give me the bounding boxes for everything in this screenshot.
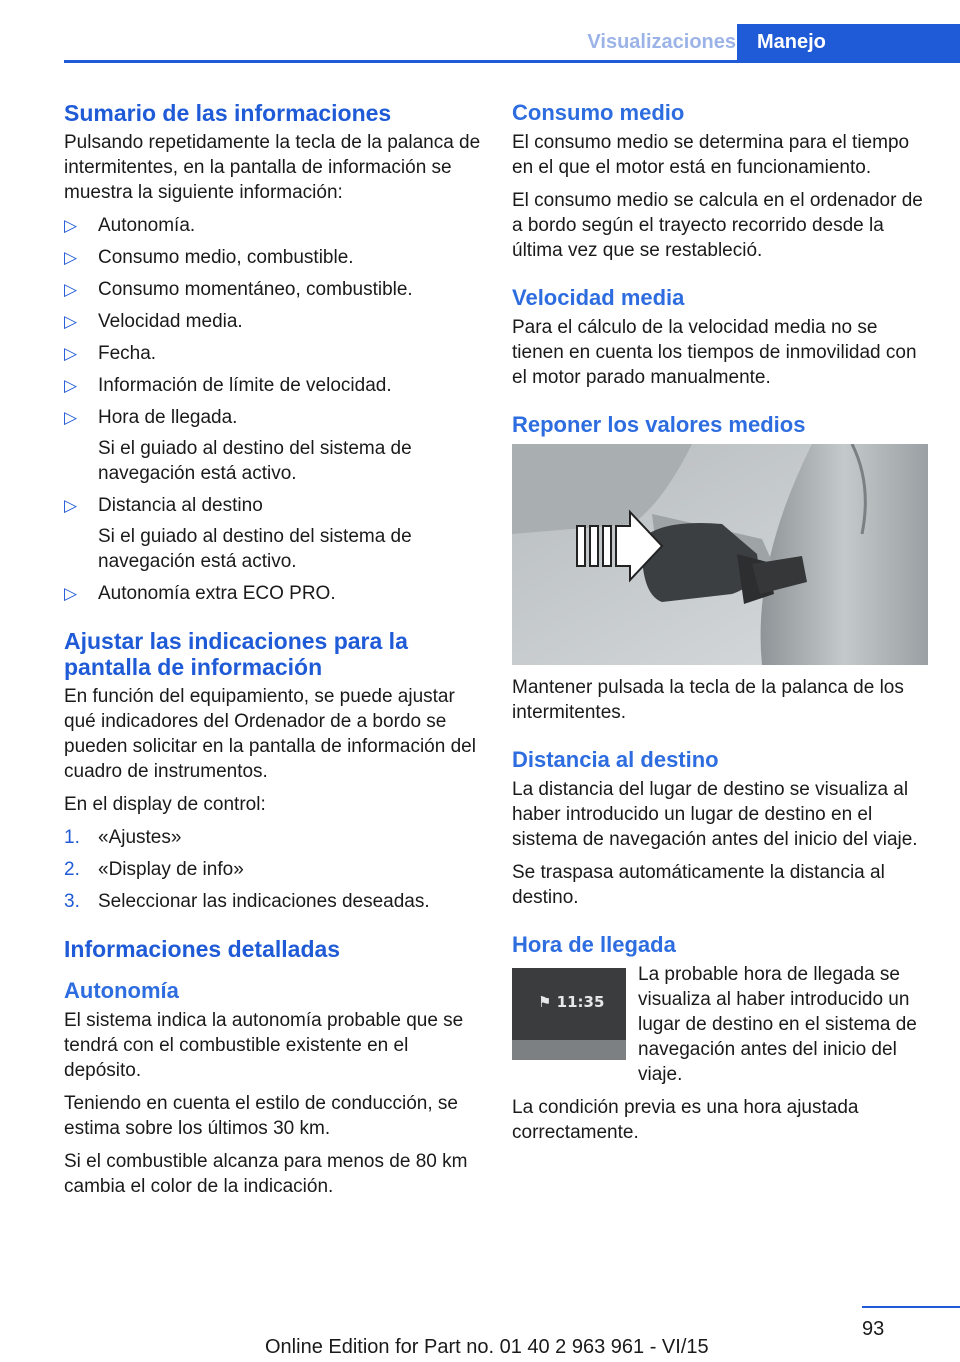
display-bar: [512, 1040, 626, 1060]
triangle-bullet-icon: ▷: [64, 344, 78, 363]
para-sumario: Pulsando repetidamente la tecla de la palanca de intermitentes, en la pantalla de información se muestra la siguiente información:: [64, 132, 481, 203]
para-distancia-1: La distancia del lugar de destino se visualiza al haber introducido un lugar de destino en el sistema de navegación antes del inicio del viaje.: [512, 779, 918, 850]
list-item: ▷ Distancia al destino Si el guiado al destino del sistema de navegación está activo.: [64, 493, 484, 574]
triangle-bullet-icon: ▷: [64, 408, 78, 427]
turn-signal-lever-image: [512, 444, 928, 665]
list-item: ▷ Autonomía extra ECO PRO.: [64, 583, 336, 604]
step-item: 3. Seleccionar las indicaciones deseadas.: [64, 891, 430, 912]
para-consumo-2: El consumo medio se calcula en el ordenador de a bordo según el trayecto recorrido desde la última vez que se restableció.: [512, 190, 923, 261]
list-item: ▷ Fecha.: [64, 343, 157, 364]
para-velocidad: Para el cálculo de la velocidad media no se tienen en cuenta los tiempos de inmovilidad con el motor parado manualmente.: [512, 317, 917, 388]
heading-reponer: Reponer los valores medios: [512, 412, 806, 437]
para-autonomia-1: El sistema indica la autonomía probable que se tendrá con el combustible existente en el depósito.: [64, 1010, 464, 1081]
lever-illustration: [512, 444, 928, 665]
heading-ajustar: Ajustar las indicaciones para la pantalla de información: [64, 628, 408, 680]
triangle-bullet-icon: ▷: [64, 584, 78, 603]
edition-text: Online Edition for Part no. 01 40 2 963 961 - VI/15: [265, 1336, 709, 1358]
tab-manejo[interactable]: Manejo: [737, 24, 960, 61]
para-consumo-1: El consumo medio se determina para el tiempo en el que el motor está en funcionamiento.: [512, 132, 910, 178]
flag-icon: ⚑: [538, 993, 557, 1011]
heading-hora: Hora de llegada: [512, 932, 676, 957]
steps-list: [64, 825, 484, 914]
step-item: 2. «Display de info»: [64, 859, 244, 880]
heading-sumario: Sumario de las informaciones: [64, 100, 392, 126]
para-display: En el display de control:: [64, 794, 266, 815]
tab-visualizaciones[interactable]: Visualizaciones: [587, 31, 736, 53]
arrival-time-display: [512, 968, 626, 1060]
right-column: [512, 100, 932, 1153]
triangle-bullet-icon: ▷: [64, 312, 78, 331]
triangle-bullet-icon: ▷: [64, 280, 78, 299]
para-mantener: Mantener pulsada la tecla de la palanca de los intermitentes.: [512, 677, 904, 723]
left-column: [64, 100, 484, 1207]
heading-detalladas: Informaciones detalladas: [64, 936, 341, 962]
para-autonomia-3: Si el combustible alcanza para menos de 80 km cambia el color de la indicación.: [64, 1151, 468, 1197]
list-item: ▷ Velocidad media.: [64, 311, 243, 332]
list-item: ▷ Hora de llegada. Si el guiado al destino del sistema de navegación está activo.: [64, 405, 484, 486]
arrival-time-block: [512, 962, 932, 1087]
heading-velocidad: Velocidad media: [512, 285, 685, 310]
para-hora: La probable hora de llegada se visualiza al haber introducido un lugar de destino en el sistema de navegación antes del inicio del viaje.: [638, 964, 917, 1085]
list-item: ▷ Consumo momentáneo, combustible.: [64, 279, 413, 300]
footer-rule: [862, 1306, 960, 1308]
page-number: 93: [862, 1318, 885, 1340]
arrival-time-label: ⚑ 11:35: [538, 993, 605, 1011]
triangle-bullet-icon: ▷: [64, 376, 78, 395]
triangle-bullet-icon: ▷: [64, 216, 78, 235]
list-item-note: Si el guiado al destino del sistema de navegación está activo.: [98, 438, 412, 484]
list-item: ▷ Consumo medio, combustible.: [64, 247, 354, 268]
info-list: [64, 213, 484, 606]
list-item: ▷ Información de límite de velocidad.: [64, 375, 392, 396]
list-item: ▷ Autonomía.: [64, 215, 196, 236]
para-autonomia-2: Teniendo en cuenta el estilo de conducción, se estima sobre los últimos 30 km.: [64, 1093, 458, 1139]
heading-consumo: Consumo medio: [512, 100, 685, 125]
heading-autonomia: Autonomía: [64, 978, 179, 1003]
para-distancia-2: Se traspasa automáticamente la distancia al destino.: [512, 862, 885, 908]
list-item-note: Si el guiado al destino del sistema de navegación está activo.: [98, 526, 412, 572]
heading-distancia: Distancia al destino: [512, 747, 719, 772]
step-item: 1. «Ajustes»: [64, 827, 182, 848]
triangle-bullet-icon: ▷: [64, 248, 78, 267]
para-condicion: La condición previa es una hora ajustada correctamente.: [512, 1097, 859, 1143]
para-ajustar: En función del equipamiento, se puede ajustar qué indicadores del Ordenador de a bordo se pueden solicitar en la pantalla de información del cuadro de instrumentos.: [64, 686, 476, 782]
triangle-bullet-icon: ▷: [64, 496, 78, 515]
